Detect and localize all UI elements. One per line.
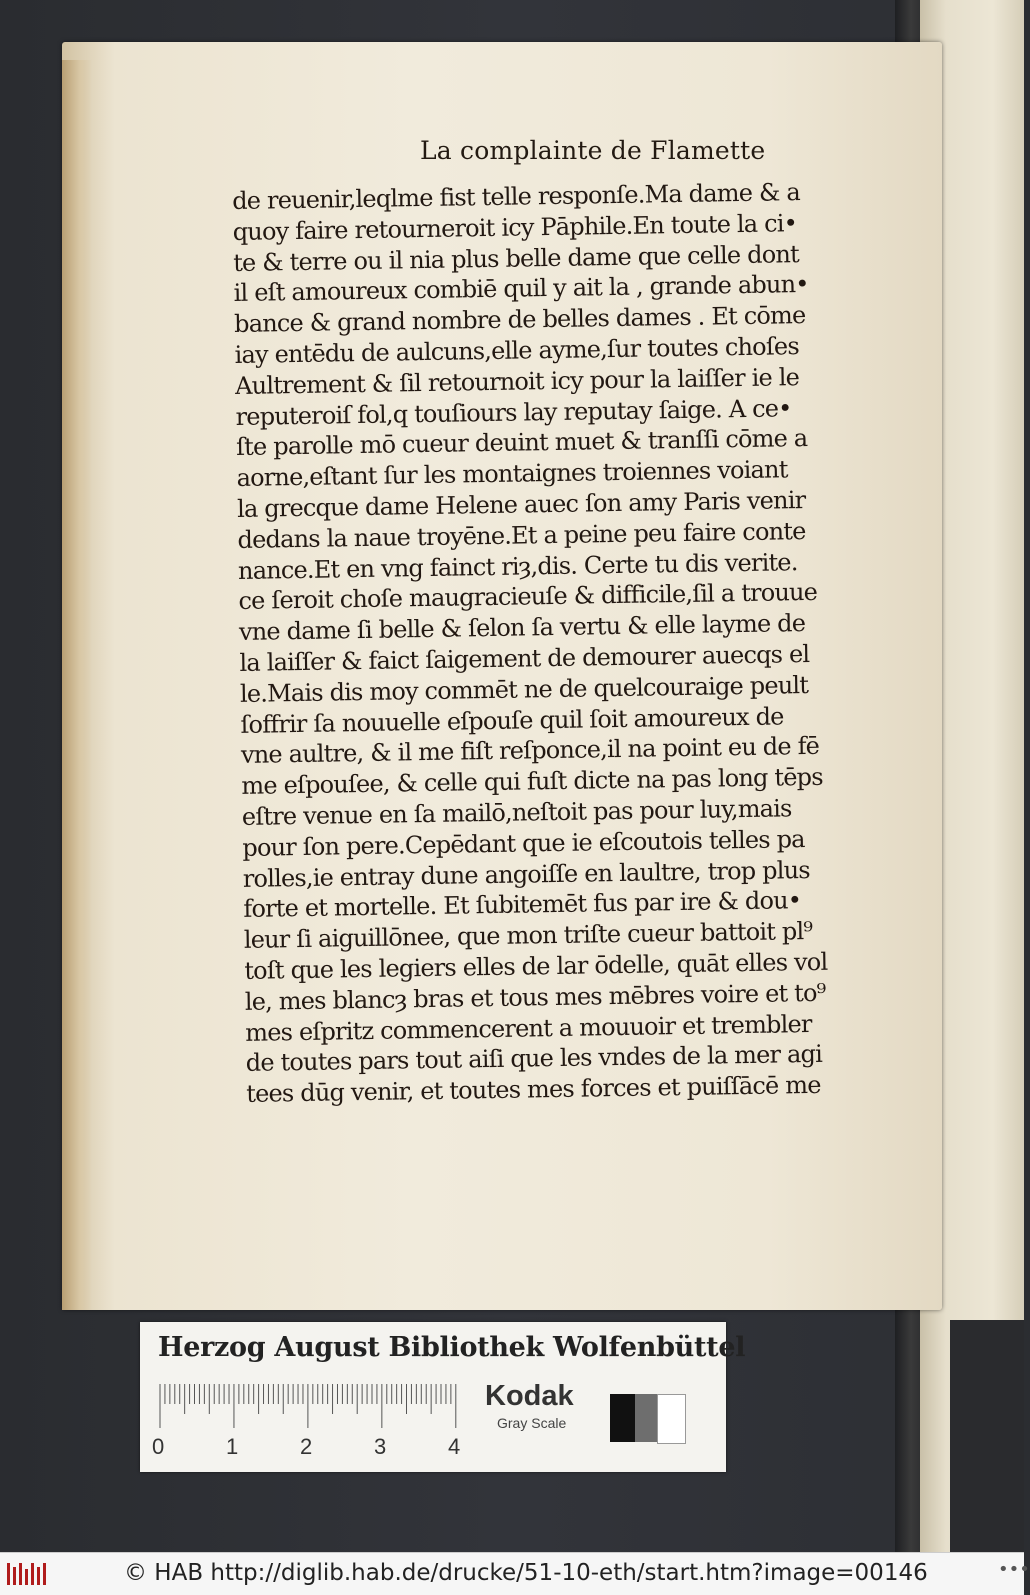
text-line: tees dūg venir, et toutes mes forces et puiſſācē me [246,1070,821,1108]
ruler-numbers [152,1434,472,1464]
gray-swatch [635,1394,656,1442]
ruler-number: 1 [226,1434,239,1459]
text-line: mes eſpritz commencerent a mouuoir et trembler [245,1009,812,1047]
viewer-footer [0,1552,1030,1595]
text-line: me eſpouſee, & celle qui fuſt dicte na pas long tēps [241,762,823,801]
ruler-scale [158,1384,458,1428]
text-line: ſte parolle mō cueur deuint muet & tranſſi cōme a [235,424,808,462]
text-line: Aultrement & ſil retournoit icy pour la laiſſer ie le [234,362,800,400]
ruler-number: 2 [300,1434,313,1459]
text-line: dedans la naue troyēne.Et a peine peu faire conte [237,516,806,554]
text-line: ſoffrir ſa nouuelle eſpouſe quil ſoit amoureux de [240,701,784,739]
kodak-logo: Kodak [485,1380,574,1412]
text-line: te & terre ou il nia plus belle dame que celle dont [232,239,800,277]
gray-scale-swatches [610,1394,686,1442]
text-line: ce ſeroit choſe maugracieuſe & difficile,ſil a trouue [238,578,818,616]
page-text-block [232,176,858,1109]
text-line: nance.Et en vng fainct riȝ,dis. Certe tu dis verite. [237,547,798,585]
source-url[interactable]: © HAB http://diglib.hab.de/drucke/51-10-eth/start.htm?image=00146 [124,1560,928,1586]
text-line: vne aultre, & il me fiſt reſponce,il na point eu de fē [240,732,820,770]
color-calibration-card [140,1322,746,1472]
facing-page-shadow [950,1320,1024,1552]
library-name: Herzog August Bibliothek Wolfenbüttel [158,1332,746,1363]
ruler-number: 3 [374,1434,387,1459]
text-line: le.Mais dis moy commēt ne de quelcouraige peult [239,670,809,708]
gray-scale-label: Gray Scale [497,1415,567,1431]
gray-swatch [610,1394,635,1442]
text-line: aorne,eſtant ſur les montaignes troiennes voiant [236,455,788,493]
gray-swatch [657,1394,686,1444]
page-stain-edge [62,60,92,1310]
text-line: vne dame ſi belle & ſelon ſa vertu & elle layme de [238,609,806,647]
text-line: il eſt amoureux combiē quil y ait la , grande abun• [233,270,809,308]
text-line: quoy faire retourneroit icy Pāphile.En toute la ci• [232,208,798,246]
running-header: La complainte de Flamette [420,136,766,165]
text-line: le, mes blancȝ bras et tous mes mēbres voire et to⁹ [244,978,826,1016]
text-line: eſtre venue en ſa mailō,neſtoit pas pour luy,mais [241,794,792,831]
text-line: iay entēdu de aulcuns,elle ayme,ſur toutes choſes [234,332,800,369]
text-line: reputeroiſ fol,q touſiours lay reputay ſaige. A ce• [235,393,792,431]
text-line: rolles,ie entray dune angoiſſe en laultre, trop plus [242,855,810,893]
text-line: forte et mortelle. Et ſubitemēt fus par ire & dou• [243,886,802,924]
text-line: la grecque dame Helene auec ſon amy Paris venir [236,486,806,523]
text-line: pour ſon pere.Cepēdant que ie eſcoutois telles pa [242,824,805,862]
text-line: de reuenir,leqlme fist telle responſe.Ma dame & a [232,178,801,215]
text-line: toſt que les legiers elles de lar ōdelle, quāt elles vol [244,947,828,985]
hab-logo-icon [6,1561,48,1587]
ruler-number: 0 [152,1434,165,1459]
text-line: de toutes pars tout aiſi que les vndes de la mer agi [245,1040,823,1078]
text-line: leur ſi aiguillōnee, que mon triſte cueur battoit pl⁹ [243,917,813,955]
ruler-number: 4 [448,1434,461,1459]
text-line: la laiſſer & faict ſaigement de demourer auecqs el [239,639,810,677]
ellipsis-icon[interactable]: ••• [998,1559,1030,1580]
text-line: bance & grand nombre de belles dames . Et cōme [233,301,806,339]
